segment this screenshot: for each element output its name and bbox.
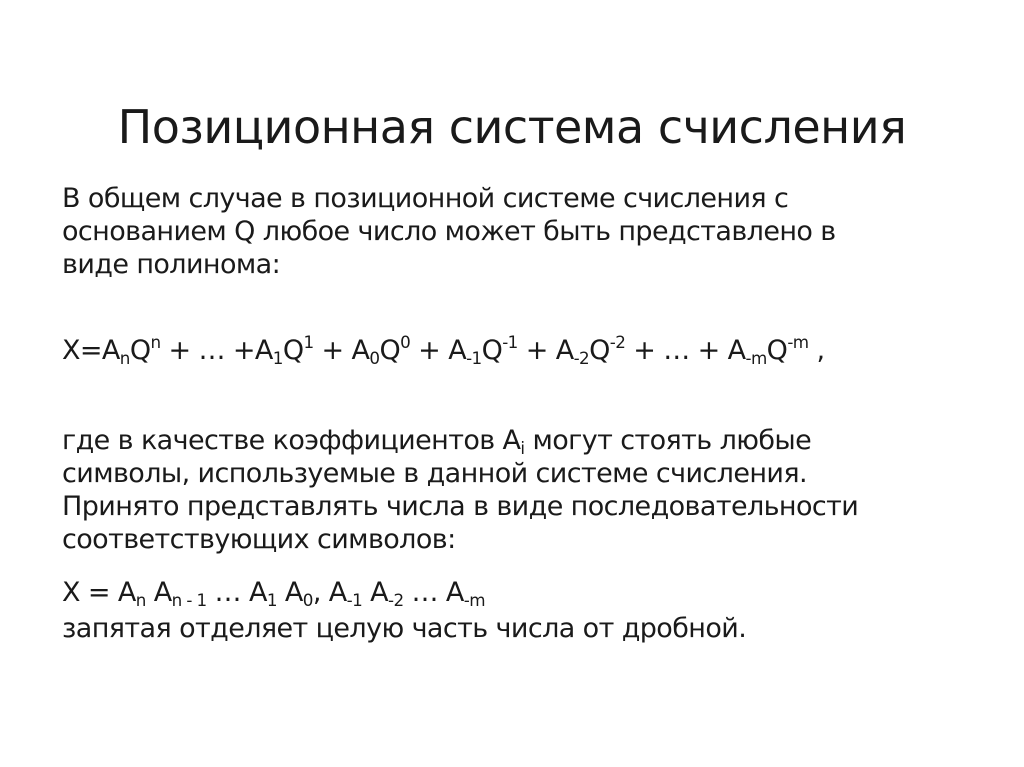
coefficients-line: соответствующих символов: — [62, 524, 456, 555]
formula-text: Q — [589, 335, 610, 366]
superscript: -m — [787, 332, 809, 353]
superscript: 0 — [400, 332, 411, 353]
subscript: 0 — [369, 348, 380, 369]
formula-text — [277, 577, 285, 608]
superscript: -2 — [609, 332, 626, 353]
formula-text: Q — [379, 335, 401, 366]
formula-text: + … + — [160, 335, 255, 366]
superscript: 1 — [303, 332, 314, 353]
coefficients-line: символы, используемые в данной системе счисления. — [62, 458, 807, 489]
superscript: n — [150, 332, 161, 353]
formula-text: A — [328, 577, 347, 608]
formula-text: A — [351, 335, 370, 366]
formula-text: A — [284, 577, 303, 608]
subscript: 1 — [266, 590, 277, 611]
comma-note: запятая отделяет целую часть числа от дробной. — [62, 613, 747, 644]
subscript: n — [119, 348, 130, 369]
formula-text: A — [153, 577, 172, 608]
formula-text: Q — [282, 335, 304, 366]
formula-text: A — [555, 335, 574, 366]
formula-text: Q — [766, 335, 788, 366]
formula-text: A — [117, 577, 136, 608]
intro-line: основанием Q любое число может быть представлено в — [62, 216, 836, 247]
coefficients-line — [62, 424, 962, 457]
formula-text — [362, 577, 370, 608]
formula-text: могут стоять любые — [524, 425, 812, 456]
formula-text: A — [445, 577, 464, 608]
formula-text: A — [248, 577, 267, 608]
formula-text: + — [517, 335, 556, 366]
sequence-formula — [62, 576, 962, 609]
subscript: n — [135, 590, 146, 611]
subscript: -1 — [466, 348, 482, 369]
superscript: -1 — [502, 332, 518, 353]
subscript: -2 — [573, 348, 590, 369]
formula-text: A — [370, 577, 389, 608]
subscript: 1 — [272, 348, 283, 369]
formula-text: где в качестве коэффициентов A — [62, 425, 521, 456]
formula-text: + — [313, 335, 352, 366]
coefficients-paragraph — [62, 424, 962, 556]
subscript: n - 1 — [171, 590, 207, 611]
formula-text: … — [403, 577, 446, 608]
formula-text: A — [727, 335, 746, 366]
intro-line: виде полинома: — [62, 249, 281, 280]
formula-text: + — [410, 335, 449, 366]
formula-text: X = — [62, 577, 118, 608]
formula-text: X= — [62, 335, 102, 366]
subscript: -m — [745, 348, 767, 369]
intro-line: В общем случае в позиционной системе счисления с — [62, 183, 789, 214]
subscript: -m — [463, 590, 485, 611]
subscript: i — [520, 438, 525, 459]
formula-text: Q — [481, 335, 503, 366]
subscript: -2 — [388, 590, 404, 611]
slide-title: Позиционная система счисления — [117, 99, 907, 154]
formula-text: + … + — [625, 335, 728, 366]
subscript: -1 — [346, 590, 363, 611]
formula-text: A — [101, 335, 120, 366]
intro-paragraph — [62, 182, 962, 281]
coefficients-line: Принято представлять числа в виде последовательности — [62, 491, 859, 522]
formula-text: , — [312, 577, 329, 608]
subscript: 0 — [302, 590, 313, 611]
formula-text: A — [448, 335, 467, 366]
formula-text: , — [808, 335, 825, 366]
formula-text: … — [206, 577, 249, 608]
polynomial-formula — [62, 334, 962, 367]
formula-text: A — [254, 335, 273, 366]
formula-text — [146, 577, 154, 608]
formula-text: Q — [129, 335, 151, 366]
